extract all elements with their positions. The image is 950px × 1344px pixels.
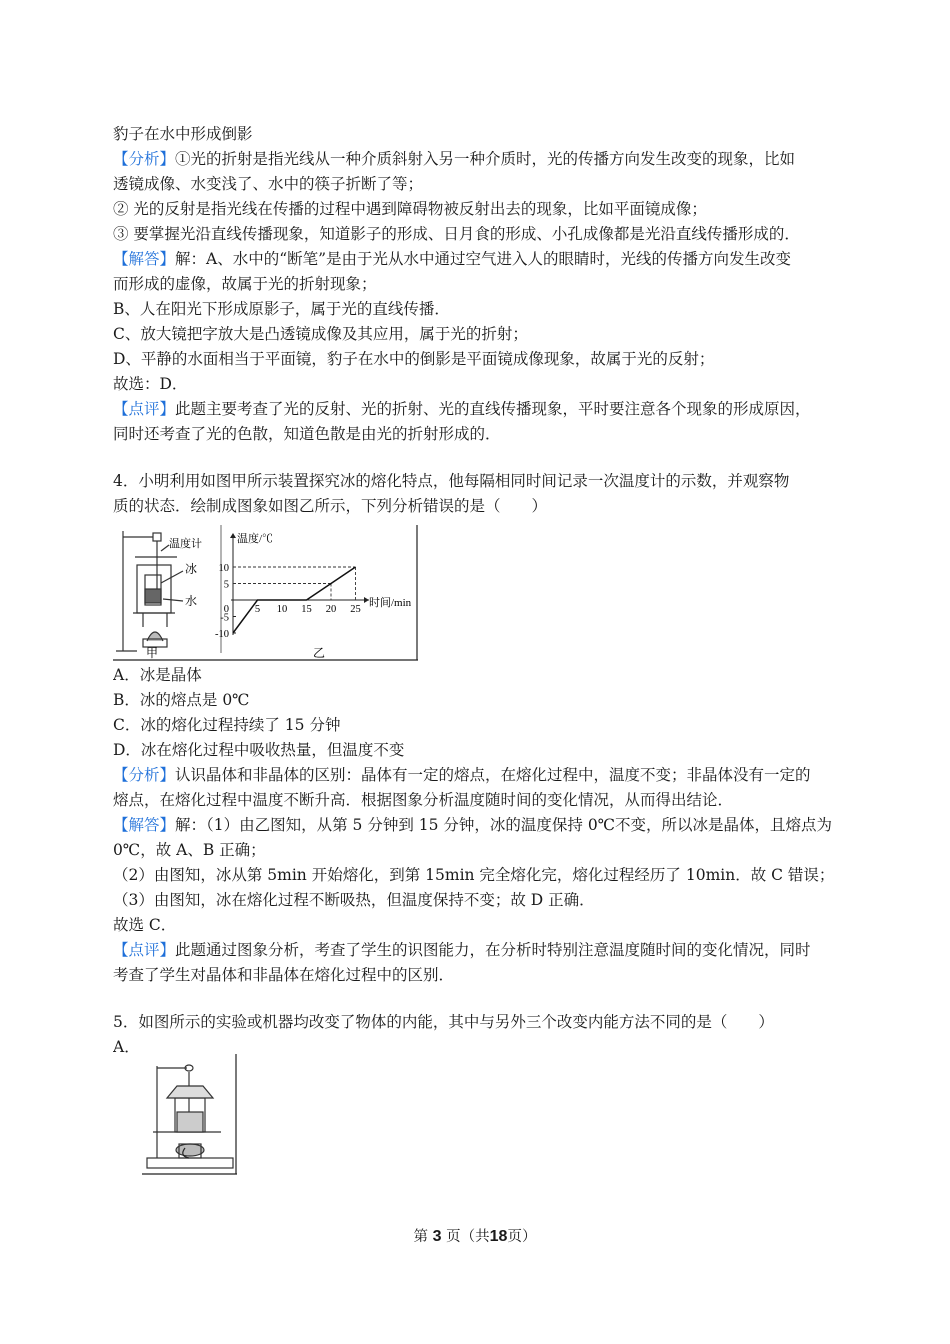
x-tick-label: 15 — [301, 604, 312, 615]
y-axis-arrow — [230, 533, 236, 538]
spacer — [113, 988, 838, 1010]
q3-answer-line-1 — [113, 247, 838, 272]
water-label: 水 — [185, 594, 198, 608]
q4-option-d: D．冰在熔化过程中吸收热量，但温度不变 — [113, 741, 405, 759]
q5-option-a: A． — [113, 1038, 140, 1056]
answer-text: 解：（1）由乙图知，从第 5 分钟到 15 分钟，冰的温度保持 0℃不变，所以冰是晶体，且熔点为 — [175, 816, 833, 834]
q4-analysis-line-1 — [113, 763, 838, 788]
q3-analysis-line-4: ③ 要掌握光沿直线传播现象，知道影子的形成、日月食的形成、小孔成像都是光沿直线传播形成的． — [113, 225, 800, 243]
answer-text: 解：A、水中的“断笔”是由于光从水中通过空气进入人的眼睛时，光线的传播方向发生改变 — [175, 250, 792, 268]
q3-analysis-line-3: ② 光的反射是指光线在传播的过程中遇到障碍物被反射出去的现象，比如平面镜成像； — [113, 200, 707, 218]
q4-answer-line-4: （3）由图知，冰在熔化过程不断吸热，但温度保持不变；故 D 正确． — [113, 891, 595, 909]
comment-text: 此题通过图象分析，考查了学生的识图能力，在分析时特别注意温度随时间的变化情况，同时 — [175, 941, 811, 959]
caption-right: 乙 — [313, 646, 326, 660]
q3-answer-line-5: D、平静的水面相当于平面镜，豹子在水中的倒影是平面镜成像现象，故属于光的反射； — [113, 350, 715, 368]
q4-option-a: A．冰是晶体 — [113, 666, 202, 684]
q4-stem-line-2: 质的状态．绘制成图象如图乙所示，下列分析错误的是（ ） — [113, 497, 548, 515]
y-tick-label: 5 — [223, 579, 229, 591]
comment-tag: 【点评】 — [113, 400, 176, 418]
q5-stem: 5．如图所示的实验或机器均改变了物体的内能，其中与另外三个改变内能方法不同的是（ ） — [113, 1013, 774, 1031]
q4-answer-line-3: （2）由图知，冰从第 5min 开始熔化，到第 15min 完全熔化完，熔化过程经历了 10min．故 C 错误； — [113, 866, 835, 884]
q4-figure — [113, 523, 838, 663]
q4-comment-line-2: 考查了学生对晶体和非晶体在熔化过程中的区别． — [113, 966, 455, 984]
page-footer — [0, 1227, 950, 1247]
x-tick-label: 10 — [276, 604, 288, 615]
q4-stem-line-1: 4．小明利用如图甲所示装置探究冰的熔化特点，他每隔相同时间记录一次温度计的示数，并观察物 — [113, 472, 790, 490]
analysis-tag: 【分析】 — [113, 766, 176, 784]
footer-prefix: 第 — [413, 1229, 429, 1245]
q3-analysis-line-2: 透镜成像、水变浅了、水中的筷子折断了等； — [113, 175, 424, 193]
q3-analysis-line-1 — [113, 147, 838, 172]
y-tick-label: -10 — [215, 629, 229, 640]
q3-option-d-tail: 豹子在水中形成倒影 — [113, 125, 253, 143]
ice-label: 冰 — [185, 562, 198, 576]
footer-middle: 页（共 — [446, 1229, 490, 1245]
q4-answer-line-1 — [113, 813, 838, 838]
analysis-text: ①光的折射是指光线从一种介质斜射入另一种介质时，光的传播方向发生改变的现象，比如 — [175, 150, 796, 168]
q3-comment-line-2: 同时还考查了光的色散，知道色散是由光的折射形成的． — [113, 425, 501, 443]
footer-total-pages: 18 — [489, 1228, 508, 1245]
q4-figure-svg — [113, 523, 419, 661]
heating-apparatus-drawing — [141, 1054, 267, 1176]
answer-tag: 【解答】 — [113, 816, 176, 834]
q4-choice: 故选 C． — [113, 916, 177, 934]
q4-option-c: C．冰的熔化过程持续了 15 分钟 — [113, 716, 341, 734]
x-tick-label: 25 — [350, 604, 361, 615]
y-tick-label: 0 — [223, 604, 229, 615]
footer-page-number: 3 — [432, 1228, 442, 1245]
footer-suffix: 页） — [507, 1229, 537, 1245]
page-content — [113, 122, 838, 1174]
spacer — [113, 447, 838, 469]
y-tick-label: 10 — [218, 563, 229, 574]
answer-tag: 【解答】 — [113, 250, 176, 268]
y-tick-label: -5 — [220, 612, 229, 624]
caption-left: 甲 — [146, 646, 159, 660]
q3-answer-line-3: B、人在阳光下形成原影子，属于光的直线传播． — [113, 300, 450, 318]
x-tick-label: 20 — [325, 604, 337, 615]
q3-choice: 故选：D． — [113, 375, 188, 393]
q4-analysis-line-2: 熔点，在熔化过程中温度不断升高．根据图象分析温度随时间的变化情况，从而得出结论． — [113, 791, 734, 809]
q4-option-b: B．冰的熔点是 0℃ — [113, 691, 250, 709]
x-axis-label: 时间/min — [369, 597, 412, 609]
comment-tag: 【点评】 — [113, 941, 176, 959]
q3-answer-line-2: 而形成的虚像，故属于光的折射现象； — [113, 275, 377, 293]
y-axis-label: 温度/℃ — [237, 533, 274, 545]
q3-answer-line-4: C、放大镜把字放大是凸透镜成像及其应用，属于光的折射； — [113, 325, 528, 343]
analysis-tag: 【分析】 — [113, 150, 176, 168]
q5-figure-a — [113, 1054, 838, 1174]
analysis-text: 认识晶体和非晶体的区别：晶体有一定的熔点，在熔化过程中，温度不变；非晶体没有一定的 — [175, 766, 811, 784]
comment-text: 此题主要考查了光的反射、光的折射、光的直线传播现象，平时要注意各个现象的形成原因， — [175, 400, 811, 418]
thermometer-label: 温度计 — [169, 538, 202, 550]
q3-comment-line-1 — [113, 397, 838, 422]
q4-answer-line-2: 0℃，故 A、B 正确； — [113, 841, 266, 859]
melting-curve-chart — [215, 531, 412, 660]
x-tick-label: 5 — [254, 604, 261, 615]
q4-comment-line-1 — [113, 938, 838, 963]
